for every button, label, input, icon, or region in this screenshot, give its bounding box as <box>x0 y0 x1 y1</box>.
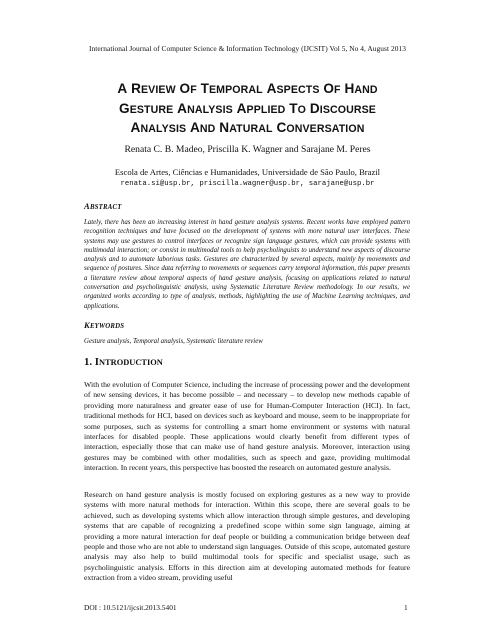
title-line-3: ANALYSIS AND NATURAL CONVERSATION <box>130 120 365 135</box>
footer-doi: DOI : 10.5121/ijcsit.2013.5401 <box>84 603 177 612</box>
paper-title <box>60 80 435 139</box>
author-list: Renata C. B. Madeo, Priscilla K. Wagner and Sarajane M. Peres <box>124 144 371 155</box>
title-line-2: GESTURE ANALYSIS APPLIED TO DISCOURSE <box>119 100 376 116</box>
author-affiliation: Escola de Artes, Ciências e Humanidades, Universidade de São Paulo, Brazil <box>114 167 381 177</box>
title-line-1: A REVIEW OF TEMPORAL ASPECTS OF HAND <box>117 81 378 96</box>
abstract-heading: ABSTRACT <box>84 201 122 211</box>
introduction-heading: 1. INTRODUCTION <box>84 356 163 368</box>
abstract-text: Lately, there has been an increasing interest in hand gesture analysis systems. Recent works have employed pattern recognition techniques and have focused on the development of systems with more natural user interfaces. These systems may use gestures to control interfaces or recognize sign language gestures, which can provide systems with multimodal interaction; or consist in multimodal tools to help psycholinguists to understand new aspects of discourse analysis and to automate laborious tasks. Gestures are characterized by several aspects, mainly by movements and sequence of postures. Since data referring to movements or sequences carry temporal information, this paper presents a literature review about temporal aspects of hand gesture analysis, focusing on applications related to natural conversation and psycholinguistic analysis, using Systematic Literature Review methodology. In our results, we organized works according to type of analysis, methods, highlighting the use of Machine Learning techniques, and applications. <box>84 219 410 310</box>
keywords-heading: KEYWORDS <box>84 320 125 330</box>
page-number: 1 <box>404 603 408 612</box>
author-emails: renata.si@usp.br, priscilla.wagner@usp.br, sarajane@usp.br <box>120 180 375 188</box>
keywords-text: Gesture analysis, Temporal analysis, Systematic literature review <box>84 338 263 345</box>
introduction-paragraph-2: Research on hand gesture analysis is mostly focused on exploring gestures as a new way to provide systems with more natural methods for interaction. Within this scope, there are several goals to be achieved, such as developing systems which allow interaction through simple gestures, and developing systems that are capable of recognizing a predefined scope within some sign language, aiming at providing a more natural interaction for deaf people or building a communication bridge between deaf people and those who are not able to understand sign languages. Outside of this scope, automated gesture analysis may also help to build multimodal tools for specific and specialist usage, such as psycholinguistic analysis. Efforts in this direction aim at developing automated methods for feature extraction from a video stream, providing useful <box>84 490 410 583</box>
introduction-paragraph-1: With the evolution of Computer Science, including the increase of processing power and the development of new sensing devices, it has become possible – and necessary – to develop new methods capable of providing more naturalness and greater ease of use for Human-Computer Interaction (HCI). In fact, traditional methods for HCI, based on devices such as keyboard and mouse, seem to be inappropriate for some purposes, such as systems for controlling a smart home environment or systems with natural interfaces for disabled people. These applications would clearly benefit from different types of interaction, especially those that can make use of hand gesture analysis. Moreover, interaction using gestures may be combined with other modalities, such as speech and gaze, providing multimodal interaction. In recent years, this perspective has boosted the research on automated gesture analysis. <box>84 380 410 473</box>
journal-running-header: International Journal of Computer Science & Information Technology (IJCSIT) Vol 5, No 4, August 2013 <box>89 44 406 53</box>
